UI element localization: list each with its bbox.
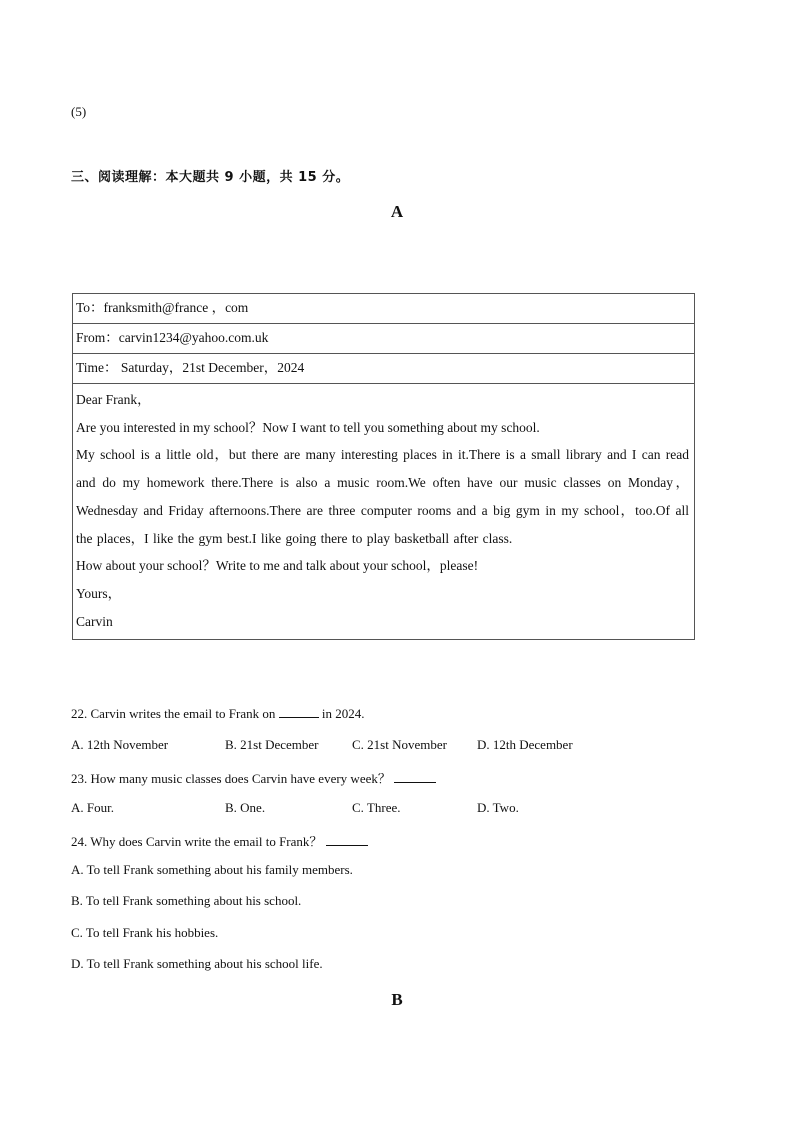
email-to-row: To：franksmith@france ，com: [73, 294, 694, 324]
q23-option-c[interactable]: C. Three.: [352, 800, 401, 815]
email-closing-question: How about your school？Write to me and talk about your school，please!: [76, 558, 479, 574]
email-time-row: Time： Saturday，21st December，2024: [73, 354, 694, 384]
question-22: [71, 706, 364, 722]
item-number: (5): [71, 104, 87, 119]
email-main-paragraph: My school is a little old，but there are many interesting places in it.There is a small library and I can read and do my homework there.There is also a music room.We often have our music classes on Monday，Wednesday and Friday afternoons.There are three computer rooms and a big gym in my school，too.Of all the places，I like the gym best.I like going there to play basketball after class.: [76, 447, 689, 546]
question-23: [71, 768, 436, 787]
question-22-stem: 22. Carvin writes the email to Frank on: [71, 706, 276, 721]
passage-b-label: B: [391, 990, 403, 1009]
question-24: [71, 831, 368, 850]
q24-option-b[interactable]: B. To tell Frank something about his school.: [71, 893, 302, 908]
q22-option-d[interactable]: D. 12th December: [477, 737, 573, 752]
email-body: [73, 384, 694, 639]
q23-option-a[interactable]: A. Four.: [71, 800, 114, 815]
passage-a-label: A: [390, 202, 404, 221]
q23-option-b[interactable]: B. One.: [225, 800, 266, 815]
email-table: [72, 293, 695, 640]
answer-blank: [394, 771, 436, 783]
section-title: 三、阅读理解：本大题共 9 小题，共 15 分。: [71, 170, 350, 185]
q22-option-a[interactable]: A. 12th November: [71, 737, 169, 752]
q24-option-a[interactable]: A. To tell Frank something about his family members.: [71, 862, 353, 877]
question-22-stem-end: in 2024.: [321, 706, 365, 721]
q24-option-d[interactable]: D. To tell Frank something about his school life.: [71, 956, 323, 971]
q22-option-c[interactable]: C. 21st November: [352, 737, 447, 752]
answer-blank: [326, 834, 368, 846]
answer-blank: [279, 706, 319, 718]
email-signoff: Yours，: [76, 585, 122, 601]
question-24-stem: 24. Why does Carvin write the email to Frank？: [71, 834, 323, 849]
q23-option-d[interactable]: D. Two.: [477, 800, 519, 815]
q24-option-c[interactable]: C. To tell Frank his hobbies.: [71, 925, 219, 940]
email-from-row: From：carvin1234@yahoo.com.uk: [73, 324, 694, 354]
email-signature: Carvin: [76, 613, 113, 629]
question-23-stem: 23. How many music classes does Carvin have every week？: [71, 771, 391, 786]
q22-option-b[interactable]: B. 21st December: [225, 737, 319, 752]
email-intro: Are you interested in my school？Now I want to tell you something about my school.: [76, 419, 540, 435]
email-greeting: Dear Frank，: [76, 392, 151, 407]
